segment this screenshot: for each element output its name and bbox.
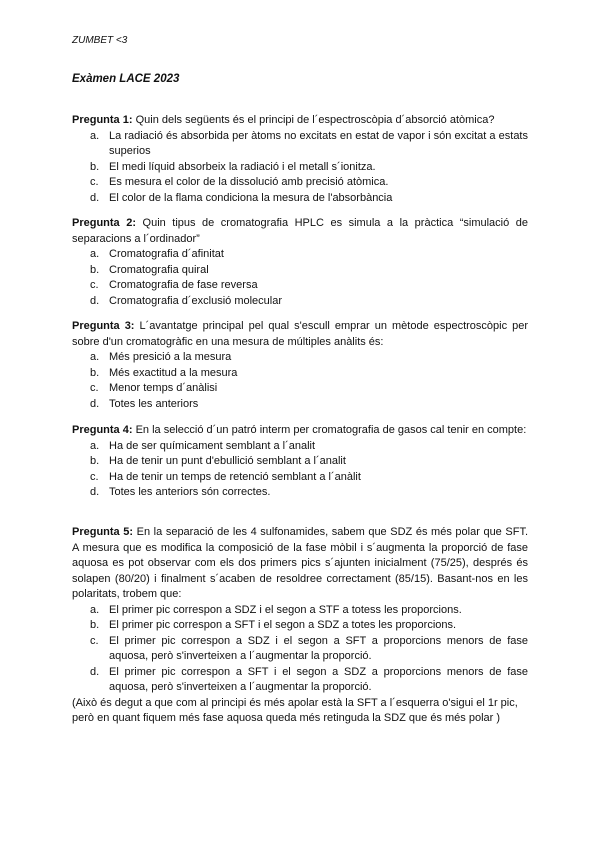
option-marker: c. [90, 634, 99, 647]
option-text: Totes les anteriors [109, 397, 199, 410]
option-text: La radiació és absorbida per àtoms no excitats en estat de vapor i són excitat a estats superios [109, 129, 528, 157]
option-marker: c. [90, 382, 99, 394]
option-text: Ha de tenir un punt d'ebullició semblant a l´analit [109, 455, 346, 467]
question-2 [72, 216, 528, 309]
option-text: Es mesura el color de la dissolució amb precisió atòmica. [109, 176, 389, 188]
option-marker: a. [90, 129, 100, 142]
option-text: El primer pic correspon a SFT i el segon a SDZ a totes les proporcions. [109, 619, 457, 631]
question-text: Quin dels següents és el principi de l´espectroscòpia d´absorció atòmica? [135, 114, 495, 126]
option-marker: c. [90, 279, 99, 291]
option-marker: a. [90, 439, 100, 452]
page-header: ZUMBET <3 [72, 35, 128, 46]
option-c [72, 470, 528, 486]
question-4 [72, 423, 528, 501]
page-title: Exàmen LACE 2023 [72, 73, 180, 85]
option-c [72, 634, 528, 665]
option-text: El medi líquid absorbeix la radiació i el metall s´ionitza. [109, 160, 376, 173]
option-b [72, 366, 528, 382]
option-d [72, 397, 528, 413]
options-list [72, 247, 528, 309]
option-c [72, 381, 528, 397]
option-text: Cromatografia d´afinitat [109, 248, 224, 260]
option-marker: d. [90, 191, 100, 204]
question-label: Pregunta 1: [72, 114, 133, 126]
option-marker: b. [90, 366, 100, 379]
option-text: Menor temps d´anàlisi [109, 382, 218, 394]
question-label: Pregunta 4: [72, 424, 133, 436]
option-marker: d. [90, 665, 100, 678]
option-text: Més presició a la mesura [109, 351, 232, 363]
option-marker: b. [90, 455, 100, 467]
option-text: Ha de tenir un temps de retenció semblant a l´anàlit [109, 470, 361, 483]
question-5 [72, 525, 528, 727]
option-b [72, 618, 528, 634]
option-marker: b. [90, 263, 100, 276]
option-d [72, 191, 528, 207]
option-a [72, 350, 528, 366]
question-1 [72, 113, 528, 206]
option-marker: b. [90, 619, 100, 631]
option-b [72, 263, 528, 279]
option-d [72, 294, 528, 310]
option-text: Cromatografia d´exclusió molecular [109, 294, 283, 307]
option-marker: d. [90, 486, 100, 498]
option-text: El primer pic correspon a SFT i el segon a SDZ a proporcions menors de fase aquosa, però s'inverteixen a l´augmentar la proporció. [109, 665, 528, 693]
option-text: El primer pic correspon a SDZ i el segon a SFT a proporcions menors de fase aquosa, però s'inverteixen a l´augmentar la proporció. [109, 634, 528, 662]
question-label: Pregunta 3: [72, 320, 135, 332]
options-list [72, 603, 528, 696]
option-marker: d. [90, 397, 100, 410]
question-text: Quin tipus de cromatografia HPLC es simula a la pràctica “simulació de separacions a l´ordinador” [72, 217, 528, 245]
question-label: Pregunta 5: [72, 526, 134, 538]
option-text: El color de la flama condiciona la mesura de l'absorbància [109, 191, 393, 204]
question-text: En la selecció d´un patró interm per cromatografia de gasos cal tenir en compte: [135, 424, 527, 436]
question-label: Pregunta 2: [72, 217, 136, 229]
option-text: Ha de ser químicament semblant a l´analit [109, 439, 316, 452]
option-marker: a. [90, 603, 100, 616]
option-b [72, 160, 528, 176]
option-a [72, 129, 528, 160]
option-text: Cromatografia quiral [109, 263, 209, 276]
option-text: Totes les anteriors són correctes. [109, 486, 271, 498]
answer-note: (Això és degut a que com al principi és més apolar està la SFT a l´esquerra o'sigui el 1r pic, però en quant fiquem més fase aquosa queda més retinguda la SDZ que és més polar ) [72, 696, 518, 724]
option-marker: c. [90, 470, 99, 483]
option-marker: b. [90, 160, 100, 173]
option-text: El primer pic correspon a SDZ i el segon a STF a totess les proporcions. [109, 603, 462, 616]
option-a [72, 603, 528, 619]
question-text: L´avantatge principal pel qual s'escull emprar un mètode espectroscòpic per sobre d'un cromatogràfic en una mesura de múltiples anàlits és: [72, 320, 529, 348]
option-d [72, 485, 528, 501]
question-3 [72, 319, 528, 412]
option-text: Més exactitud a la mesura [109, 366, 238, 379]
option-b [72, 454, 528, 470]
option-marker: a. [90, 248, 100, 260]
options-list [72, 129, 528, 207]
option-c [72, 278, 528, 294]
option-c [72, 175, 528, 191]
options-list [72, 350, 528, 412]
option-marker: c. [90, 176, 99, 188]
option-a [72, 439, 528, 455]
option-marker: d. [90, 294, 100, 307]
option-text: Cromatografia de fase reversa [109, 279, 258, 291]
option-d [72, 665, 528, 696]
question-text: En la separació de les 4 sulfonamides, sabem que SDZ és més polar que SFT. A mesura que es modifica la composició de la fase mòbil i s´augmenta la proporció de fase aquosa es pot observar com els dos primers pics s´ajunten inicialment (75/25), després és solapen (80/20) i finalment s´acaben de resoldree correctament (85/15). Basant-nos en les polaritats, trobem que: [72, 526, 528, 600]
option-marker: a. [90, 351, 100, 363]
options-list [72, 439, 528, 501]
option-a [72, 247, 528, 263]
